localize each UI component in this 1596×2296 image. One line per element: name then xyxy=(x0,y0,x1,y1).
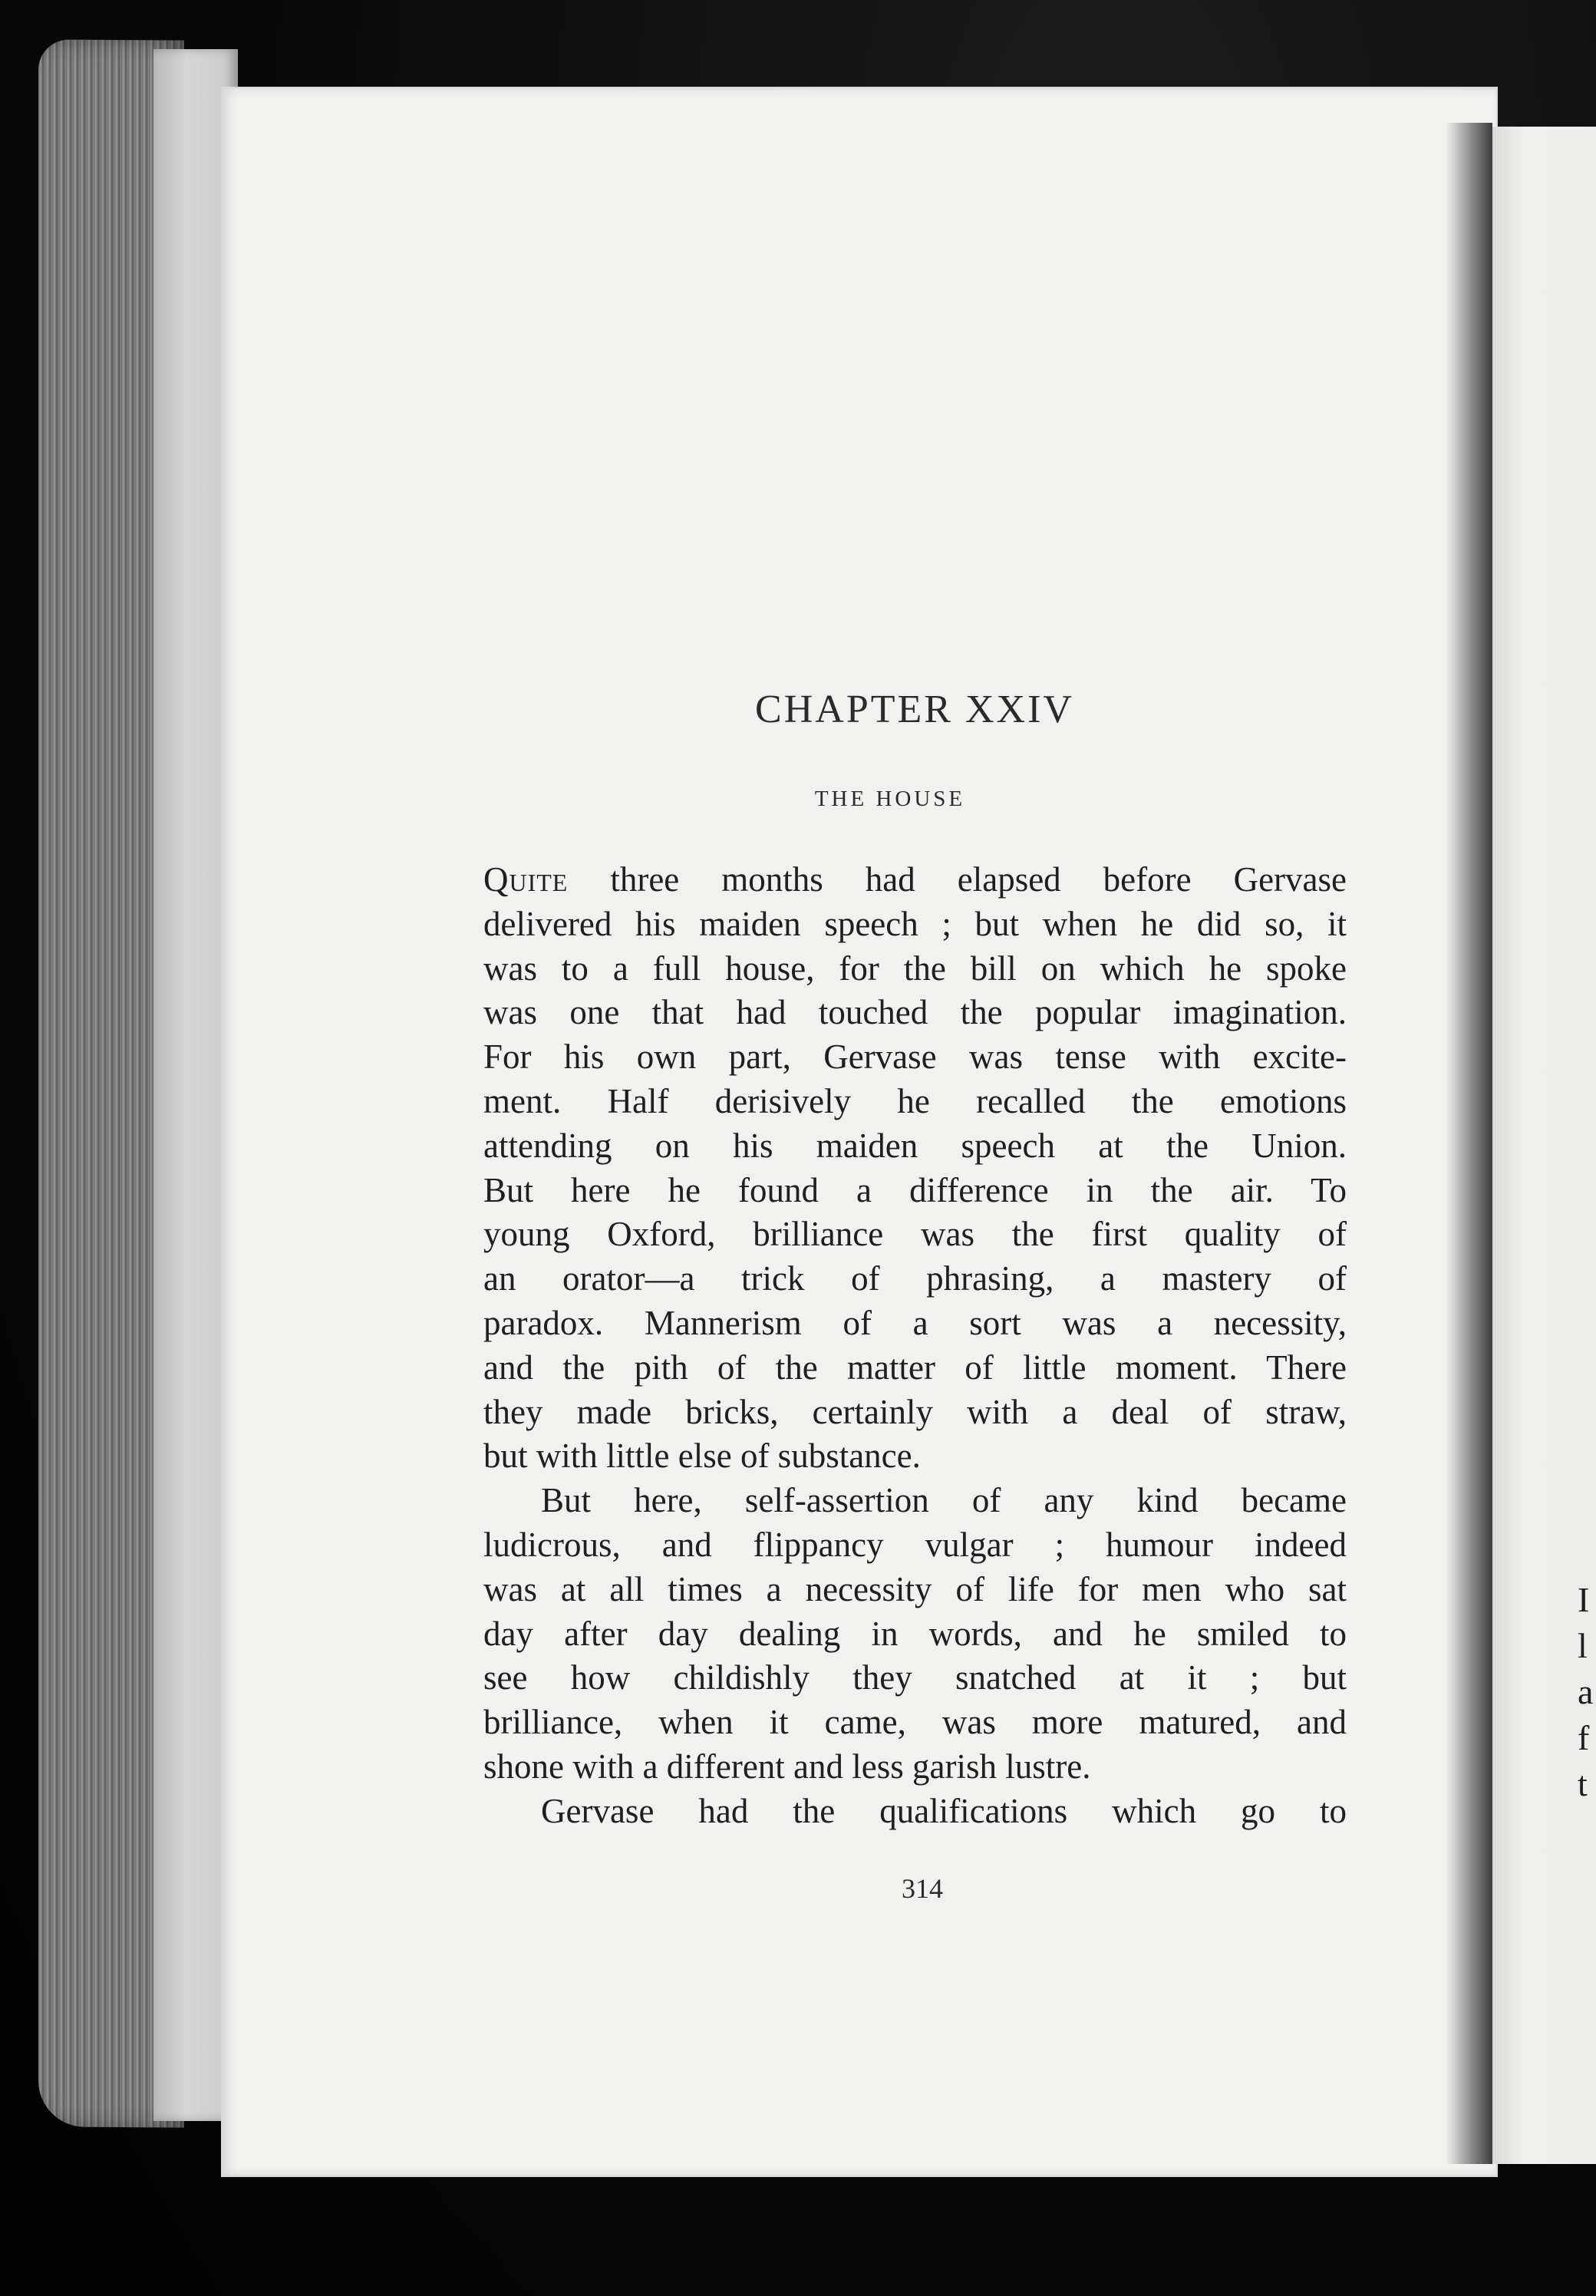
text-line: ment. Half derisively he recalled the emotions xyxy=(483,1081,1347,1120)
text-line: paradox. Mannerism of a sort was a necessity, xyxy=(483,1303,1347,1342)
text-line: but with little else of substance. xyxy=(483,1437,921,1476)
facing-page-fragment: f xyxy=(1578,1718,1590,1757)
text-line: see how childishly they snatched at it ; but xyxy=(483,1658,1347,1697)
text-line: But here, self-assertion of any kind became xyxy=(541,1481,1347,1520)
facing-page-fragment: a xyxy=(1578,1672,1594,1711)
text-line: was one that had touched the popular imagination. xyxy=(483,993,1347,1032)
drop-lead-word: Quite xyxy=(483,860,569,899)
chapter-heading xyxy=(0,687,1596,732)
facing-page-fragment: l xyxy=(1578,1626,1588,1665)
facing-page-fragment: I xyxy=(1578,1580,1590,1619)
facing-page xyxy=(1492,127,1596,2164)
text-line: they made bricks, certainly with a deal of straw, xyxy=(483,1392,1347,1431)
text-line: day after day dealing in words, and he smiled to xyxy=(483,1614,1347,1653)
book-gutter xyxy=(1446,123,1492,2164)
text-line: But here he found a difference in the air. To xyxy=(483,1170,1347,1209)
text-line: an orator—a trick of phrasing, a mastery of xyxy=(483,1259,1347,1298)
text-line: ludicrous, and flippancy vulgar ; humour indeed xyxy=(483,1525,1347,1564)
text-line: brilliance, when it came, was more matured, and xyxy=(483,1703,1347,1742)
facing-page-fragment: t xyxy=(1578,1764,1588,1803)
text-line: was at all times a necessity of life for men who sat xyxy=(483,1569,1347,1608)
text-line: delivered his maiden speech ; but when he did so, it xyxy=(483,904,1347,943)
text-line: For his own part, Gervase was tense with excite- xyxy=(483,1037,1347,1077)
text-line: shone with a different and less garish lustre. xyxy=(483,1747,1091,1786)
chapter-title: CHAPTER XXIV xyxy=(755,688,1074,731)
text-line: was to a full house, for the bill on which he spoke xyxy=(483,948,1347,988)
body-text xyxy=(483,858,1347,1834)
chapter-subheading xyxy=(0,787,1596,812)
text-line: and the pith of the matter of little moment. There xyxy=(483,1348,1347,1387)
text-line: Gervase had the qualifications which go to xyxy=(541,1791,1347,1830)
text-line: Quite three months had elapsed before Gervase xyxy=(483,860,1347,899)
chapter-subtitle: THE HOUSE xyxy=(814,787,966,811)
page-number: 314 xyxy=(902,1873,943,1904)
text-line: attending on his maiden speech at the Union. xyxy=(483,1126,1347,1165)
text-line: young Oxford, brilliance was the first quality of xyxy=(483,1215,1347,1254)
